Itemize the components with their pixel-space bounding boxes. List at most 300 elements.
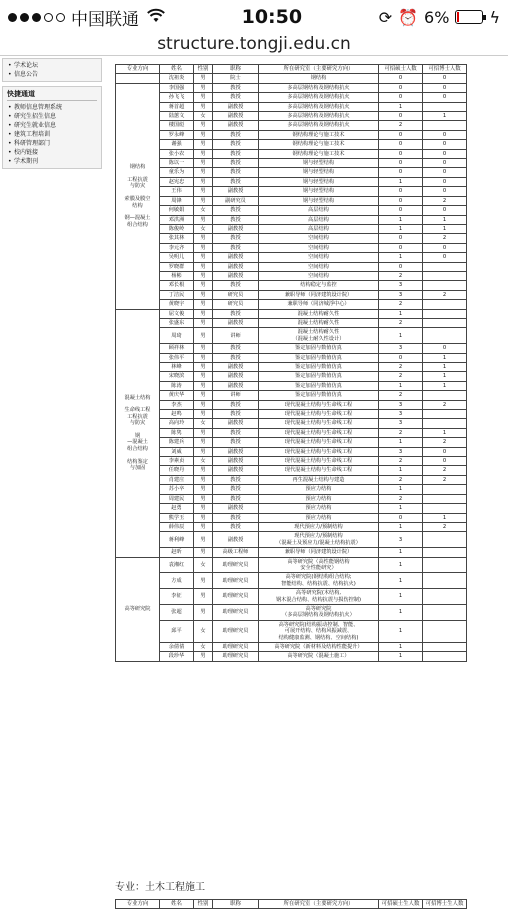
lab-cell: 现代混凝土结构与生命线工程 (259, 457, 379, 466)
phd-quota-cell: 0 (423, 159, 467, 168)
lab-cell: 现代混凝土结构与生命线工程 (259, 410, 379, 419)
phd-quota-cell (423, 410, 467, 419)
gender-cell: 男 (194, 344, 213, 353)
title-cell: 教授 (213, 428, 259, 437)
gender-cell: 男 (194, 309, 213, 318)
master-quota-cell: 1 (379, 620, 423, 642)
table-row (116, 112, 467, 121)
name-cell: 顾祥林 (160, 344, 194, 353)
title-cell: 教授 (213, 234, 259, 243)
master-quota-cell: 0 (379, 83, 423, 92)
title-cell: 讲师 (213, 328, 259, 344)
quick-link[interactable]: • 研究生招生信息 (7, 112, 97, 121)
quick-link[interactable]: • 学术期刊 (7, 157, 97, 166)
gender-cell: 男 (194, 300, 213, 309)
lab-cell: 混凝土结构耐久性 (259, 318, 379, 327)
master-quota-cell: 0 (379, 206, 423, 215)
name-cell: 丁洁民 (160, 290, 194, 299)
table-row (116, 391, 467, 400)
master-quota-cell: 2 (379, 318, 423, 327)
lab-cell: 预应力结构 (259, 504, 379, 513)
gender-cell: 女 (194, 457, 213, 466)
lab-cell: 兼职导师（同济建筑设计院） (259, 548, 379, 557)
phd-quota-cell: 2 (423, 522, 467, 531)
lab-cell: 现代预应力/预制结构 (259, 522, 379, 531)
phd-quota-cell: 0 (423, 206, 467, 215)
master-quota-cell: 1 (379, 485, 423, 494)
title-cell: 副教授 (213, 271, 259, 280)
quick-link[interactable]: • 教师信息管理系统 (7, 103, 97, 112)
master-quota-cell: 3 (379, 290, 423, 299)
lab-cell: 高等研究院 （多高层钢结构及钢结构抗火） (259, 604, 379, 620)
name-cell: 方成 (160, 573, 194, 589)
gender-cell: 男 (194, 281, 213, 290)
master-quota-cell: 1 (379, 466, 423, 475)
master-quota-cell: 3 (379, 344, 423, 353)
title-cell: 教授 (213, 215, 259, 224)
table-row (116, 253, 467, 262)
gender-cell: 女 (194, 206, 213, 215)
direction-cell: 钢结构 工程抗震 与防灾 索膜及膜空 结构 钢—混凝土 组合结构 (116, 83, 160, 309)
name-cell: 罗晓群 (160, 262, 194, 271)
gender-cell: 男 (194, 353, 213, 362)
master-quota-cell: 3 (379, 419, 423, 428)
gender-cell: 男 (194, 573, 213, 589)
lab-cell: 多高层钢结构及钢结构抗火 (259, 121, 379, 130)
gender-cell: 男 (194, 391, 213, 400)
phd-quota-cell: 0 (423, 140, 467, 149)
name-cell: 陈涛 (160, 381, 194, 390)
gender-cell: 男 (194, 83, 213, 92)
table-row (116, 589, 467, 605)
master-quota-cell: 2 (379, 300, 423, 309)
master-quota-cell: 2 (379, 475, 423, 484)
name-cell: 苏小卒 (160, 485, 194, 494)
master-quota-cell: 2 (379, 428, 423, 437)
master-quota-cell: 1 (379, 643, 423, 652)
name-cell: 沈祖炎 (160, 74, 194, 83)
lab-cell: 钢结构理论与施工技术 (259, 140, 379, 149)
master-quota-cell: 0 (379, 93, 423, 102)
table-row (116, 262, 467, 271)
lab-cell: 现代混凝土结构与生命线工程 (259, 428, 379, 437)
lab-cell: 现代混凝土结构与生命线工程 (259, 419, 379, 428)
lab-cell: 鉴定加固与数值仿真 (259, 391, 379, 400)
gender-cell: 男 (194, 428, 213, 437)
master-quota-cell: 3 (379, 400, 423, 409)
gender-cell: 男 (194, 475, 213, 484)
gender-cell: 男 (194, 466, 213, 475)
quick-link[interactable]: • 科研管理部门 (7, 139, 97, 148)
master-quota-cell: 0 (379, 112, 423, 121)
master-quota-cell: 2 (379, 363, 423, 372)
name-cell: 黄晓宇 (160, 300, 194, 309)
master-quota-cell: 3 (379, 281, 423, 290)
column-header: 可招硕士生人数 (379, 900, 423, 909)
phd-quota-cell: 0 (423, 130, 467, 139)
rotation-lock-icon: ⟳ (378, 7, 393, 27)
phd-quota-cell (423, 328, 467, 344)
gender-cell: 男 (194, 485, 213, 494)
phd-quota-cell (423, 573, 467, 589)
name-cell: 张超 (160, 604, 194, 620)
name-cell: 黄庆华 (160, 391, 194, 400)
phd-quota-cell: 2 (423, 196, 467, 205)
table-row (116, 604, 467, 620)
quick-link[interactable]: • 校内链接 (7, 148, 97, 157)
page-content (0, 56, 508, 907)
lab-cell: 钢结构理论与施工技术 (259, 149, 379, 158)
name-cell: 蒋首超 (160, 102, 194, 111)
clock: 10:50 (241, 6, 303, 28)
table-row (116, 447, 467, 456)
phd-quota-cell: 0 (423, 243, 467, 252)
table-row (116, 300, 467, 309)
gender-cell: 男 (194, 548, 213, 557)
gender-cell: 女 (194, 643, 213, 652)
master-quota-cell: 1 (379, 438, 423, 447)
title-cell: 教授 (213, 353, 259, 362)
master-quota-cell: 0 (379, 513, 423, 522)
title-cell: 教授 (213, 494, 259, 503)
phd-quota-cell: 1 (423, 224, 467, 233)
gender-cell: 男 (194, 253, 213, 262)
name-cell: 王伟 (160, 187, 194, 196)
lab-cell: 鉴定加固与数值仿真 (259, 372, 379, 381)
gender-cell: 男 (194, 234, 213, 243)
master-quota-cell: 1 (379, 557, 423, 573)
table-row (116, 271, 467, 280)
gender-cell: 男 (194, 149, 213, 158)
phd-quota-cell: 2 (423, 400, 467, 409)
name-cell: 周建民 (160, 494, 194, 503)
gender-cell: 男 (194, 513, 213, 522)
master-quota-cell: 1 (379, 177, 423, 186)
phd-quota-cell (423, 643, 467, 652)
column-header: 姓名 (160, 65, 194, 74)
quick-link[interactable]: • 研究生就业信息 (7, 121, 97, 130)
name-cell: 陆蕙文 (160, 112, 194, 121)
phd-quota-cell (423, 300, 467, 309)
title-cell: 研究员 (213, 290, 259, 299)
name-cell: 罗永峰 (160, 130, 194, 139)
title-cell: 助理研究员 (213, 620, 259, 642)
title-cell: 高级工程师 (213, 548, 259, 557)
lab-cell: 鉴定加固与数值仿真 (259, 363, 379, 372)
status-bar (0, 0, 508, 34)
gender-cell: 男 (194, 74, 213, 83)
table-row (116, 215, 467, 224)
master-quota-cell: 0 (379, 243, 423, 252)
gender-cell: 女 (194, 620, 213, 642)
master-quota-cell: 2 (379, 372, 423, 381)
table-row (116, 318, 467, 327)
table-row (116, 475, 467, 484)
column-header: 所在研究室（主要研究方向） (259, 65, 379, 74)
table-row (116, 457, 467, 466)
table-row (116, 557, 467, 573)
gender-cell: 男 (194, 177, 213, 186)
name-cell: 屈文俊 (160, 309, 194, 318)
lab-cell: 鉴定加固与数值仿真 (259, 344, 379, 353)
name-cell: 蒋利峰 (160, 532, 194, 548)
phd-quota-cell: 1 (423, 353, 467, 362)
name-cell: 陈隽 (160, 428, 194, 437)
name-cell: 童乐为 (160, 168, 194, 177)
master-quota-cell: 2 (379, 271, 423, 280)
name-cell: 吴明儿 (160, 253, 194, 262)
name-cell: 李杰 (160, 400, 194, 409)
master-quota-cell: 1 (379, 224, 423, 233)
title-cell: 副教授 (213, 363, 259, 372)
alarm-icon: ⏰ (398, 7, 419, 27)
title-cell: 教授 (213, 475, 259, 484)
sidebar-link[interactable]: • 学术论坛 (7, 61, 97, 70)
table-row (116, 485, 467, 494)
name-cell: 段珍华 (160, 652, 194, 661)
battery-percent: 6% (424, 7, 450, 27)
table-row (116, 620, 467, 642)
master-quota-cell: 0 (379, 74, 423, 83)
phd-quota-cell: 2 (423, 475, 467, 484)
title-cell: 副教授 (213, 121, 259, 130)
column-header: 性别 (194, 900, 213, 909)
table-row (116, 102, 467, 111)
title-cell: 院士 (213, 74, 259, 83)
sidebar (0, 56, 104, 173)
table-row (116, 130, 467, 139)
quick-link[interactable]: • 建筑工程培训 (7, 130, 97, 139)
title-cell: 副教授 (213, 112, 259, 121)
table-row (116, 573, 467, 589)
name-cell: 陈以一 (160, 159, 194, 168)
table-row (116, 652, 467, 661)
master-quota-cell: 1 (379, 522, 423, 531)
master-quota-cell: 2 (379, 494, 423, 503)
quick-links-box (2, 86, 102, 169)
lab-cell: 高等研究院(钢结构组合结构; 智能结构、结构抗震、结构抗火) (259, 573, 379, 589)
title-cell: 副教授 (213, 318, 259, 327)
table-row (116, 83, 467, 92)
name-cell: 张伟平 (160, 353, 194, 362)
phd-quota-cell: 1 (423, 381, 467, 390)
lab-cell: 预应力结构 (259, 485, 379, 494)
phd-quota-cell (423, 419, 467, 428)
table-row (116, 309, 467, 318)
gender-cell: 男 (194, 532, 213, 548)
lab-cell: 鉴定加固与数值仿真 (259, 381, 379, 390)
gender-cell: 男 (194, 438, 213, 447)
column-header: 可招博士人数 (423, 65, 467, 74)
column-header: 职称 (213, 900, 259, 909)
gender-cell: 男 (194, 271, 213, 280)
title-cell: 副教授 (213, 419, 259, 428)
title-cell: 研究员 (213, 300, 259, 309)
gender-cell: 男 (194, 140, 213, 149)
column-header: 可招博士生人数 (423, 900, 467, 909)
table-row (116, 438, 467, 447)
phd-quota-cell: 1 (423, 513, 467, 522)
name-cell: 张盛东 (160, 318, 194, 327)
name-cell: 陈俊岭 (160, 224, 194, 233)
title-cell: 教授 (213, 168, 259, 177)
lab-cell: 鉴定加固与数值仿真 (259, 353, 379, 362)
table-header-row (116, 900, 467, 909)
title-cell: 教授 (213, 243, 259, 252)
master-quota-cell: 0 (379, 187, 423, 196)
phd-quota-cell (423, 604, 467, 620)
column-header: 职称 (213, 65, 259, 74)
phd-quota-cell: 0 (423, 149, 467, 158)
name-cell: 熊学玉 (160, 513, 194, 522)
charging-icon: ϟ (489, 7, 500, 27)
table-row (116, 643, 467, 652)
table-row (116, 548, 467, 557)
master-quota-cell: 2 (379, 391, 423, 400)
title-cell: 教授 (213, 513, 259, 522)
lab-cell: 钢与轻型结构 (259, 159, 379, 168)
lab-cell: 钢与轻型结构 (259, 177, 379, 186)
title-cell: 教授 (213, 177, 259, 186)
advisor-table-container (115, 64, 466, 662)
title-cell: 教授 (213, 344, 259, 353)
title-cell: 教授 (213, 140, 259, 149)
gender-cell: 男 (194, 196, 213, 205)
battery-icon (455, 10, 483, 24)
name-cell: 谢强 (160, 140, 194, 149)
lab-cell: 再生混凝土结构与建造 (259, 475, 379, 484)
phd-quota-cell (423, 504, 467, 513)
lab-cell: 混凝土结构耐久性 (259, 309, 379, 318)
master-quota-cell: 0 (379, 149, 423, 158)
gender-cell: 男 (194, 494, 213, 503)
master-quota-cell: 0 (379, 130, 423, 139)
gender-cell: 男 (194, 159, 213, 168)
name-cell: 赵勇 (160, 504, 194, 513)
title-cell: 副教授 (213, 187, 259, 196)
title-cell: 教授 (213, 93, 259, 102)
lab-cell: 钢结构 (259, 74, 379, 83)
gender-cell: 男 (194, 363, 213, 372)
name-cell: 李国强 (160, 83, 194, 92)
lab-cell: 预应力结构 (259, 494, 379, 503)
phd-quota-cell (423, 557, 467, 573)
gender-cell: 男 (194, 215, 213, 224)
phd-quota-cell: 0 (423, 447, 467, 456)
phd-quota-cell: 0 (423, 74, 467, 83)
name-cell: 陈建兵 (160, 438, 194, 447)
section-title: 专业：土木工程施工 (115, 882, 205, 893)
lab-cell: 多高层钢结构及钢结构抗火 (259, 102, 379, 111)
title-cell: 教授 (213, 206, 259, 215)
master-quota-cell: 1 (379, 504, 423, 513)
title-cell: 讲师 (213, 391, 259, 400)
phd-quota-cell: 0 (423, 168, 467, 177)
title-cell: 副教授 (213, 102, 259, 111)
title-cell: 副教授 (213, 224, 259, 233)
phd-quota-cell (423, 102, 467, 111)
master-quota-cell: 1 (379, 215, 423, 224)
gender-cell: 男 (194, 504, 213, 513)
master-quota-cell: 1 (379, 548, 423, 557)
gender-cell: 男 (194, 243, 213, 252)
lab-cell: 钢结构理论与施工技术 (259, 130, 379, 139)
name-cell: 张小农 (160, 149, 194, 158)
gender-cell: 男 (194, 604, 213, 620)
table-row (116, 159, 467, 168)
sidebar-top-box (2, 58, 102, 82)
lab-cell: 高等研究院（新材料及结构性能提升） (259, 643, 379, 652)
table-row (116, 428, 467, 437)
phd-quota-cell (423, 485, 467, 494)
master-quota-cell: 1 (379, 589, 423, 605)
sidebar-link[interactable]: • 信息公告 (7, 70, 97, 79)
gender-cell: 男 (194, 328, 213, 344)
name-cell: 赵昕 (160, 548, 194, 557)
direction-cell (116, 74, 160, 83)
master-quota-cell: 0 (379, 159, 423, 168)
address-bar[interactable]: structure.tongji.edu.cn (0, 34, 508, 56)
title-cell: 副教授 (213, 262, 259, 271)
phd-quota-cell: 0 (423, 93, 467, 102)
title-cell: 副教授 (213, 532, 259, 548)
table-row (116, 410, 467, 419)
title-cell: 教授 (213, 309, 259, 318)
phd-quota-cell: 2 (423, 234, 467, 243)
name-cell: 周琦 (160, 328, 194, 344)
title-cell: 副教授 (213, 466, 259, 475)
lab-cell: 高等研究院（混凝土施工） (259, 652, 379, 661)
gender-cell: 女 (194, 419, 213, 428)
gender-cell: 男 (194, 447, 213, 456)
master-quota-cell: 0 (379, 140, 423, 149)
gender-cell: 男 (194, 102, 213, 111)
lab-cell: 现代预应力/预制结构 （混凝土及预应力/混凝土结构抗震） (259, 532, 379, 548)
name-cell: 余倩倩 (160, 643, 194, 652)
lab-cell: 多高层钢结构及钢结构抗火 (259, 112, 379, 121)
column-header: 所在研究室（主要研究方向） (259, 900, 379, 909)
title-cell: 教授 (213, 522, 259, 531)
table-row (116, 344, 467, 353)
column-header: 性别 (194, 65, 213, 74)
title-cell: 教授 (213, 485, 259, 494)
table-row (116, 532, 467, 548)
lab-cell: 高层结构 (259, 224, 379, 233)
gender-cell: 男 (194, 121, 213, 130)
wifi-icon (147, 8, 165, 27)
phd-quota-cell (423, 620, 467, 642)
phd-quota-cell: 1 (423, 363, 467, 372)
title-cell: 副教授 (213, 253, 259, 262)
master-quota-cell: 1 (379, 604, 423, 620)
table-row (116, 140, 467, 149)
phd-quota-cell (423, 318, 467, 327)
table-row (116, 363, 467, 372)
master-quota-cell: 0 (379, 196, 423, 205)
title-cell: 助理研究员 (213, 573, 259, 589)
title-cell: 副教授 (213, 372, 259, 381)
phd-quota-cell: 0 (423, 187, 467, 196)
master-quota-cell: 1 (379, 573, 423, 589)
gender-cell: 男 (194, 372, 213, 381)
phd-quota-cell (423, 589, 467, 605)
table-row (116, 419, 467, 428)
lab-cell: 高层结构 (259, 215, 379, 224)
name-cell: 袁湘红 (160, 557, 194, 573)
lab-cell: 兼职导师（同济建筑设计院） (259, 290, 379, 299)
name-cell: 楼国彪 (160, 121, 194, 130)
section-construction (115, 878, 466, 909)
